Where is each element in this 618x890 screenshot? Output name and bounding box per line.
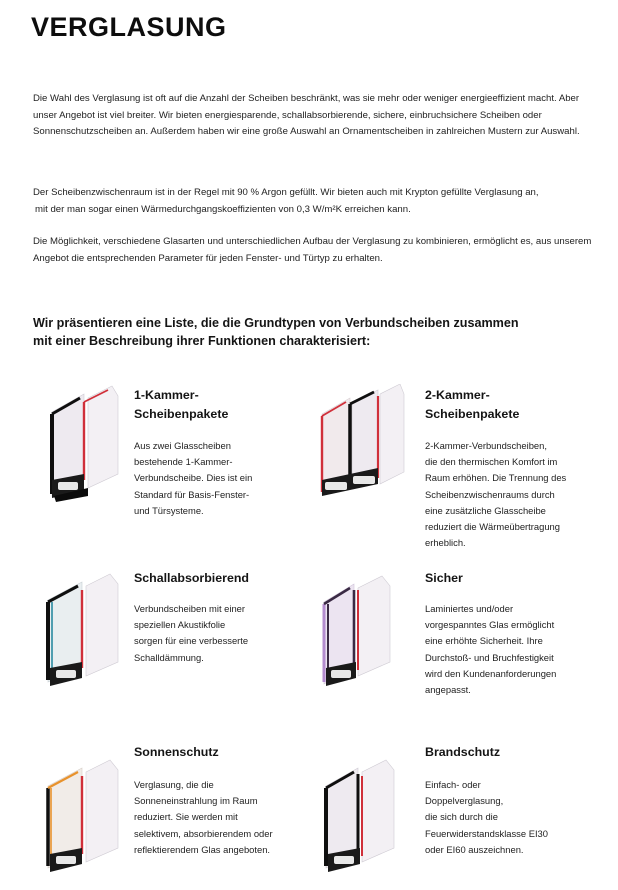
- list-intro-line-1: Wir präsentieren eine Liste, die die Grundtypen von Verbundscheiben zusammen: [33, 316, 519, 330]
- item-description: Verglasung, die die Sonneneinstrahlung im Raum reduziert. Sie werden mit selektivem, absorbierendem oder reflektierendem Glas angeboten.: [134, 779, 273, 855]
- item-title: 2-Kammer- Scheibenpakete: [425, 388, 520, 421]
- window-section-icon: [316, 758, 408, 876]
- glazing-sun-protection-image: [36, 758, 128, 876]
- gas-paragraph: [33, 185, 605, 218]
- list-intro-line-2: mit einer Beschreibung ihrer Funktionen charakterisiert:: [33, 334, 371, 348]
- gas-paragraph-line-2: mit der man sogar einen Wärmedurchgangskoeffizienten von 0,3 W/m²K erreichen kann.: [35, 203, 411, 215]
- glazing-1-chamber-image: [36, 384, 128, 502]
- glazing-safety-image: [316, 572, 408, 690]
- window-section-icon: [316, 572, 408, 690]
- item-title: Sonnenschutz: [134, 745, 219, 759]
- item-description: Laminiertes und/oder vorgespanntes Glas ermöglicht eine erhöhte Sicherheit. Ihre Durchstoß- und Bruchfestigkeit wird den Kundenanforderungen angepasst.: [425, 603, 557, 696]
- glazing-2-chamber-image: [316, 384, 408, 502]
- item-description: 2-Kammer-Verbundscheiben, die den thermischen Komfort im Raum erhöhen. Die Trennung des Scheibenzwischenraums durch eine zusätzliche Glasscheibe reduziert die Wärmeübertragung erheblich.: [425, 440, 567, 549]
- gas-paragraph-line-1: Der Scheibenzwischenraum ist in der Regel mit 90 % Argon gefüllt. Wir bieten auch mit Krypton gefüllte Verglasung an,: [33, 187, 539, 198]
- item-description: Aus zwei Glasscheiben bestehende 1-Kammer- Verbundscheibe. Dies ist ein Standard für Basis-Fenster- und Türsysteme.: [134, 440, 253, 516]
- item-title: Sicher: [425, 571, 463, 585]
- item-title: Brandschutz: [425, 745, 501, 759]
- window-section-icon: [316, 384, 408, 502]
- item-description: Verbundscheiben mit einer speziellen Akustikfolie sorgen für eine verbesserte Schalldämmung.: [134, 603, 249, 663]
- combination-paragraph: Die Möglichkeit, verschiedene Glasarten und unterschiedlichen Aufbau der Verglasung zu kombinieren, ermöglicht es, aus unserem Angebot die entsprechenden Parameter für jeden Fenster- und Türtyp zu erhalten.: [33, 236, 592, 264]
- window-section-icon: [36, 758, 128, 876]
- window-section-icon: [36, 572, 128, 690]
- window-section-icon: [36, 384, 128, 502]
- glazing-fire-protection-image: [316, 758, 408, 876]
- glazing-sound-image: [36, 572, 128, 690]
- item-title: 1-Kammer- Scheibenpakete: [134, 388, 229, 421]
- item-description: Einfach- oder Doppelverglasung, die sich durch die Feuerwiderstandsklasse EI30 oder EI60 auszeichnen.: [425, 779, 548, 855]
- intro-paragraph: Die Wahl des Verglasung ist oft auf die Anzahl der Scheiben beschränkt, was sie mehr oder weniger energieeffizient macht. Aber unser Angebot ist viel breiter. Wir bieten energiesparende, schallabsorbierende, sichere, einbruchsichere Scheiben oder Sonnenschutzscheiben an. Außerdem haben wir eine große Auswahl an Ornamentscheiben in zahlreichen Mustern zur Auswahl.: [33, 93, 580, 138]
- list-intro-heading: [33, 314, 553, 350]
- page-title: VERGLASUNG: [31, 12, 227, 42]
- item-title: Schallabsorbierend: [134, 571, 249, 585]
